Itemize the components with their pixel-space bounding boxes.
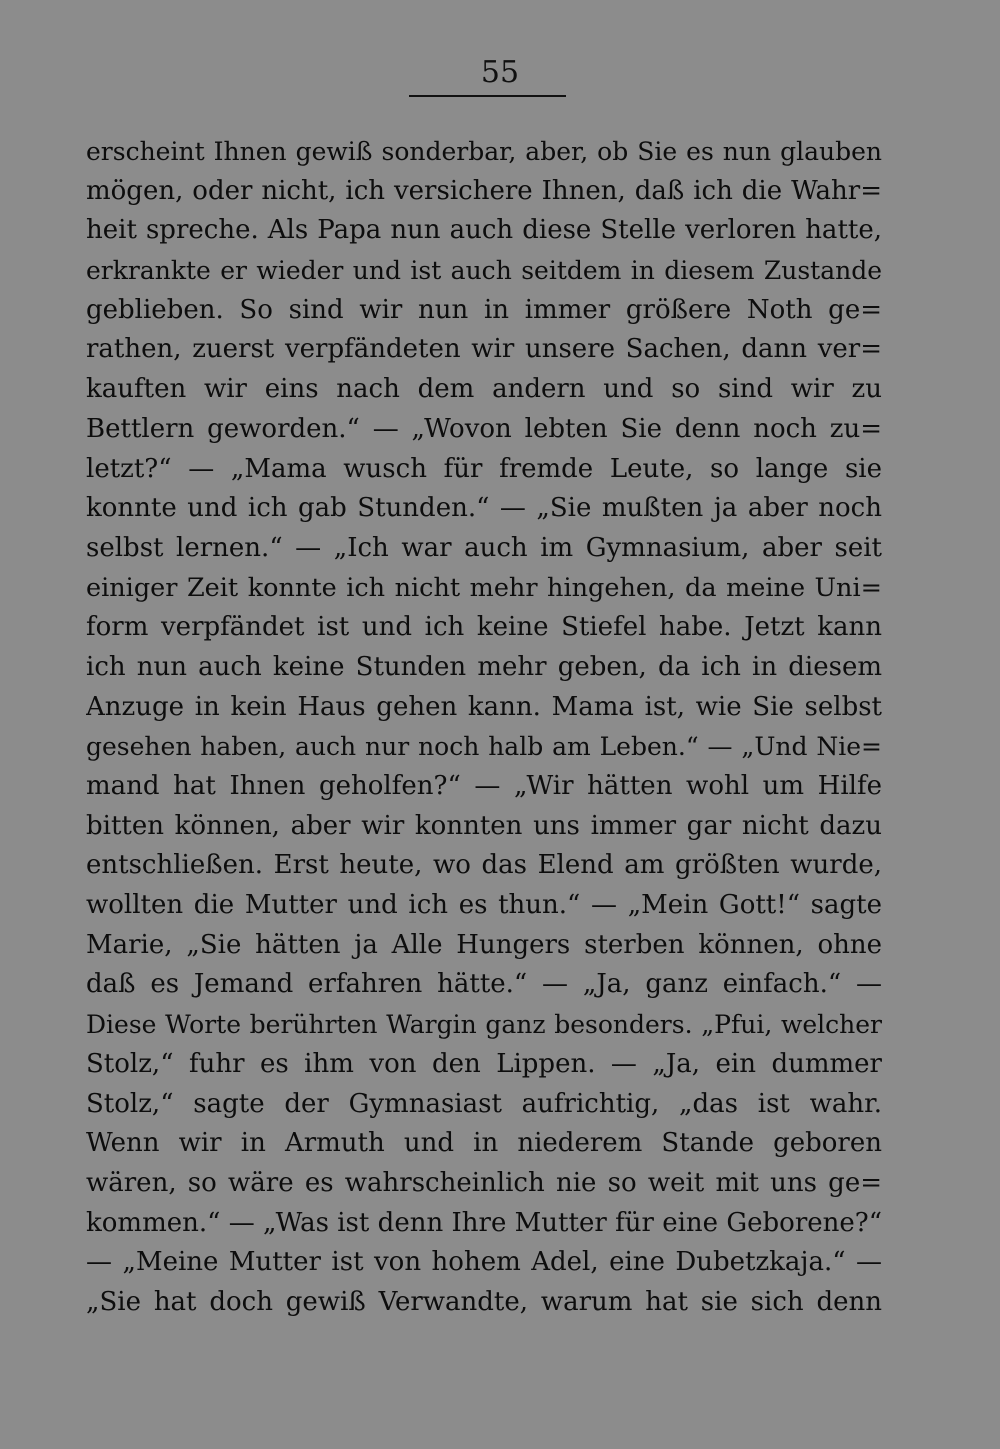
- text-line: mand hat Ihnen geholfen?“ — „Wir hätten wohl um Hilfe: [86, 771, 882, 801]
- text-line: erscheint Ihnen gewiß sonderbar, aber, ob Sie es nun glauben: [86, 137, 882, 166]
- text-line: Anzuge in kein Haus gehen kann. Mama ist, wie Sie selbst: [86, 691, 882, 722]
- text-line: Wenn wir in Armuth und in niederem Stande geboren: [86, 1128, 882, 1159]
- text-line: daß es Jemand erfahren hätte.“ — „Ja, ganz einfach.“ —: [86, 969, 882, 1000]
- text-line: Bettlern geworden.“ — „Wovon lebten Sie denn noch zu=: [86, 413, 882, 444]
- text-line: geblieben. So sind wir nun in immer größere Noth ge=: [86, 294, 882, 325]
- text-line: Diese Worte berührten Wargin ganz besonders. „Pfui, welcher: [86, 1010, 882, 1040]
- text-line: Stolz,“ sagte der Gymnasiast aufrichtig, „das ist wahr.: [86, 1088, 882, 1119]
- text-line: entschließen. Erst heute, wo das Elend am größten wurde,: [86, 850, 882, 881]
- text-line: mögen, oder nicht, ich versichere Ihnen, daß ich die Wahr=: [86, 175, 882, 206]
- text-line: selbst lernen.“ — „Ich war auch im Gymnasium, aber seit: [86, 532, 882, 563]
- text-line: bitten können, aber wir konnten uns immer gar nicht dazu: [86, 810, 882, 841]
- text-line: form verpfändet ist und ich keine Stiefel habe. Jetzt kann: [86, 612, 882, 643]
- text-line: heit spreche. Als Papa nun auch diese Stelle verloren hatte,: [86, 215, 882, 246]
- text-line: wären, so wäre es wahrscheinlich nie so weit mit uns ge=: [86, 1167, 882, 1198]
- text-line: letzt?“ — „Mama wusch für fremde Leute, so lange sie: [86, 453, 882, 484]
- text-line: Marie, „Sie hätten ja Alle Hungers sterben können, ohne: [86, 929, 882, 960]
- text-line: „Sie hat doch gewiß Verwandte, warum hat sie sich denn: [86, 1286, 882, 1317]
- body-text: [86, 132, 882, 1323]
- text-line: wollten die Mutter und ich es thun.“ — „Mein Gott!“ sagte: [86, 890, 882, 921]
- page-number: 55: [480, 55, 520, 90]
- text-line: ich nun auch keine Stunden mehr geben, da ich in diesem: [86, 651, 882, 682]
- text-line: einiger Zeit konnte ich nicht mehr hingehen, da meine Uni=: [86, 572, 882, 603]
- text-line: gesehen haben, auch nur noch halb am Leben.“ — „Und Nie=: [86, 732, 882, 762]
- text-line: kauften wir eins nach dem andern und so sind wir zu: [86, 374, 882, 405]
- text-line: erkrankte er wieder und ist auch seitdem in diesem Zustande: [86, 256, 882, 286]
- page-number-rule: [409, 95, 566, 97]
- text-line: rathen, zuerst verpfändeten wir unsere Sachen, dann ver=: [86, 334, 882, 365]
- text-line: konnte und ich gab Stunden.“ — „Sie mußten ja aber noch: [86, 493, 882, 524]
- text-line: Stolz,“ fuhr es ihm von den Lippen. — „Ja, ein dummer: [86, 1048, 882, 1079]
- text-line: — „Meine Mutter ist von hohem Adel, eine Dubetzkaja.“ —: [86, 1247, 882, 1278]
- text-line: kommen.“ — „Was ist denn Ihre Mutter für eine Geborene?“: [86, 1207, 882, 1238]
